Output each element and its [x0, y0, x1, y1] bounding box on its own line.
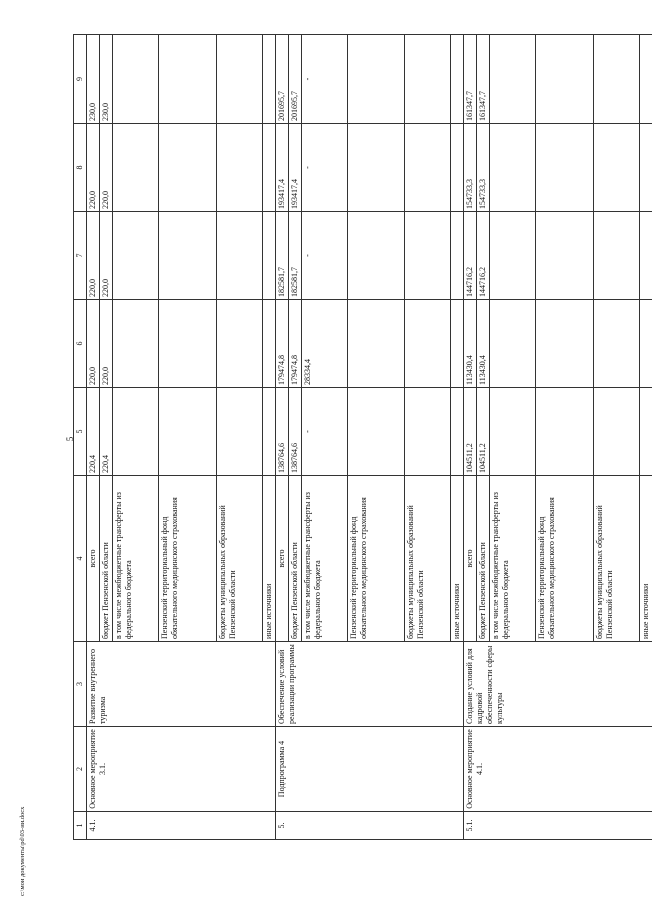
value-cell — [158, 211, 216, 299]
value-cell — [158, 34, 216, 123]
column-header: 8 — [73, 123, 86, 211]
value-cell: 28334,4 — [301, 299, 347, 387]
row-label: в том числе межбюджетные трансферты из федерального бюджета — [489, 475, 535, 641]
value-cell: 154733,3 — [476, 123, 489, 211]
value-cell: 104511,2 — [476, 387, 489, 475]
value-cell: 220,4 — [86, 387, 99, 475]
value-cell: 138764,6 — [275, 387, 288, 475]
table-row — [463, 34, 476, 839]
value-cell: 230,0 — [86, 34, 99, 123]
value-cell: 220,0 — [86, 299, 99, 387]
value-cell: 201695,7 — [288, 34, 301, 123]
footer-file-path: c:\мои документы\pd\03-ии.docx — [19, 806, 26, 896]
value-cell — [535, 123, 593, 211]
value-cell — [489, 34, 535, 123]
table-row — [275, 34, 288, 839]
value-cell — [404, 387, 450, 475]
value-cell — [593, 299, 639, 387]
value-cell — [216, 299, 262, 387]
value-cell: 113430,4 — [463, 299, 476, 387]
value-cell — [347, 387, 405, 475]
column-header: 5 — [73, 387, 86, 475]
row-label: в том числе межбюджетные трансферты из федерального бюджета — [301, 475, 347, 641]
value-cell: 220,0 — [86, 211, 99, 299]
value-cell — [262, 34, 275, 123]
row-label: бюджет Пензенской области — [99, 475, 112, 641]
section-name: Подпрограмма 4 — [275, 726, 464, 811]
value-cell — [450, 123, 463, 211]
value-cell — [489, 387, 535, 475]
budget-table — [73, 34, 652, 840]
value-cell: 193417,4 — [288, 123, 301, 211]
row-label: бюджеты муниципальных образований Пензенской области — [404, 475, 450, 641]
value-cell: - — [301, 34, 347, 123]
section-title: Создание условий для кадровой обеспеченности сферы культуры — [463, 641, 652, 726]
table-row — [86, 34, 99, 839]
column-header: 3 — [73, 641, 86, 726]
row-label: иные источники — [262, 475, 275, 641]
section-title: Развитие внутреннего туризма — [86, 641, 275, 726]
row-label: всего — [86, 475, 99, 641]
row-label: иные источники — [450, 475, 463, 641]
column-header: 6 — [73, 299, 86, 387]
row-label: бюджет Пензенской области — [288, 475, 301, 641]
value-cell: 182581,7 — [288, 211, 301, 299]
value-cell: 161347,7 — [463, 34, 476, 123]
section-num: 4.1. — [86, 811, 275, 839]
value-cell — [112, 123, 158, 211]
value-cell — [404, 34, 450, 123]
column-header: 7 — [73, 211, 86, 299]
value-cell — [158, 123, 216, 211]
column-header: 2 — [73, 726, 86, 811]
value-cell — [639, 34, 652, 123]
value-cell: 154733,3 — [463, 123, 476, 211]
page-number: 5 — [65, 436, 75, 442]
value-cell: 138764,6 — [288, 387, 301, 475]
value-cell — [639, 387, 652, 475]
value-cell — [535, 299, 593, 387]
value-cell — [262, 211, 275, 299]
value-cell — [216, 387, 262, 475]
value-cell — [262, 299, 275, 387]
value-cell: 220,0 — [99, 123, 112, 211]
value-cell — [535, 211, 593, 299]
value-cell — [158, 387, 216, 475]
section-num: 5. — [275, 811, 464, 839]
value-cell: 161347,7 — [476, 34, 489, 123]
budget-table-rotated — [73, 35, 649, 840]
value-cell: 113430,4 — [476, 299, 489, 387]
value-cell: 193417,4 — [275, 123, 288, 211]
value-cell — [450, 387, 463, 475]
value-cell — [216, 123, 262, 211]
value-cell: 179474,8 — [288, 299, 301, 387]
section-num: 5.1. — [463, 811, 652, 839]
value-cell — [404, 211, 450, 299]
value-cell: - — [301, 123, 347, 211]
row-label: всего — [463, 475, 476, 641]
row-label: Пензенский территориальный фонд обязательного медицинского страхования — [347, 475, 405, 641]
value-cell: 230,0 — [99, 34, 112, 123]
row-label: в том числе межбюджетные трансферты из федерального бюджета — [112, 475, 158, 641]
value-cell — [450, 34, 463, 123]
value-cell — [535, 387, 593, 475]
value-cell: 144716,2 — [463, 211, 476, 299]
value-cell — [593, 123, 639, 211]
value-cell — [158, 299, 216, 387]
value-cell: 220,0 — [99, 299, 112, 387]
row-label: бюджеты муниципальных образований Пензенской области — [593, 475, 639, 641]
value-cell — [489, 299, 535, 387]
row-label: иные источники — [639, 475, 652, 641]
section-name: Основное мероприятие 4.1. — [463, 726, 652, 811]
row-label: всего — [275, 475, 288, 641]
value-cell — [347, 34, 405, 123]
row-label: Пензенский территориальный фонд обязательного медицинского страхования — [158, 475, 216, 641]
section-title: Обеспечение условий реализации программы — [275, 641, 464, 726]
value-cell: 220,0 — [99, 211, 112, 299]
value-cell — [639, 211, 652, 299]
value-cell — [404, 299, 450, 387]
value-cell — [112, 211, 158, 299]
value-cell — [593, 211, 639, 299]
value-cell: 182581,7 — [275, 211, 288, 299]
value-cell — [639, 299, 652, 387]
value-cell — [112, 299, 158, 387]
row-label: Пензенский территориальный фонд обязательного медицинского страхования — [535, 475, 593, 641]
value-cell — [489, 123, 535, 211]
row-label: бюджеты муниципальных образований Пензенской области — [216, 475, 262, 641]
value-cell — [347, 299, 405, 387]
value-cell — [639, 123, 652, 211]
value-cell — [489, 211, 535, 299]
value-cell — [593, 34, 639, 123]
column-header: 9 — [73, 34, 86, 123]
value-cell — [216, 34, 262, 123]
value-cell — [593, 387, 639, 475]
value-cell — [347, 123, 405, 211]
header-row — [73, 34, 86, 839]
value-cell — [112, 387, 158, 475]
value-cell — [347, 211, 405, 299]
column-header: 1 — [73, 811, 86, 839]
row-label: бюджет Пензенской области — [476, 475, 489, 641]
value-cell: 220,0 — [86, 123, 99, 211]
column-header: 4 — [73, 475, 86, 641]
value-cell — [262, 123, 275, 211]
value-cell — [112, 34, 158, 123]
value-cell: 220,4 — [99, 387, 112, 475]
value-cell — [216, 211, 262, 299]
value-cell: 201695,7 — [275, 34, 288, 123]
value-cell — [262, 387, 275, 475]
value-cell: 144716,2 — [476, 211, 489, 299]
value-cell: - — [301, 211, 347, 299]
section-name: Основное мероприятие 3.1. — [86, 726, 275, 811]
value-cell — [450, 299, 463, 387]
value-cell: - — [301, 387, 347, 475]
value-cell — [535, 34, 593, 123]
value-cell: 179474,8 — [275, 299, 288, 387]
value-cell: 104511,2 — [463, 387, 476, 475]
value-cell — [450, 211, 463, 299]
value-cell — [404, 123, 450, 211]
